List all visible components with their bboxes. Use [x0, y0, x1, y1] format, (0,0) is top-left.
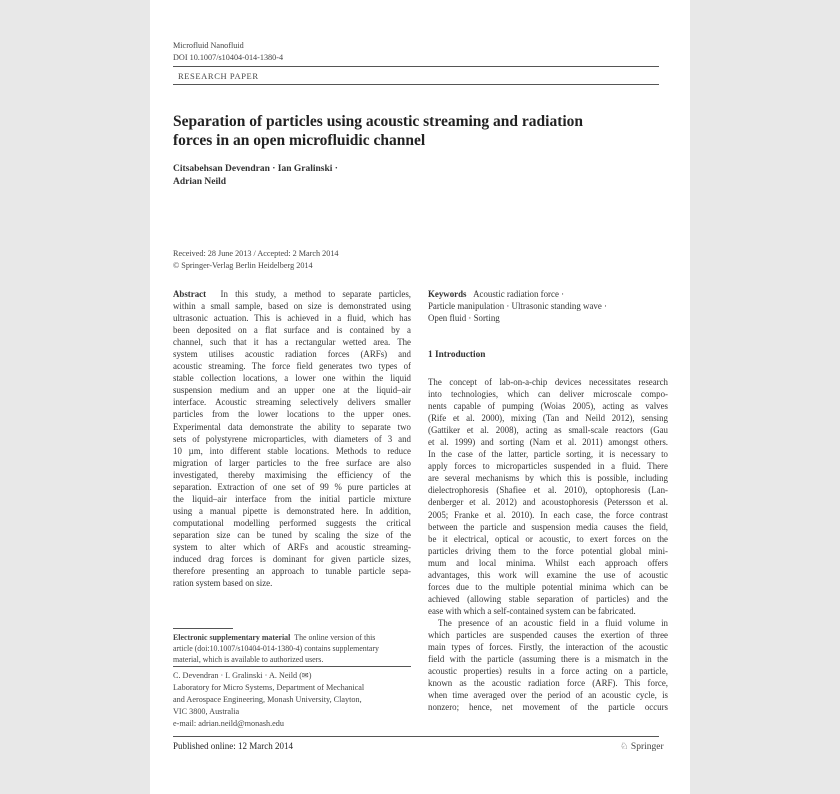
text-line: interface. Acoustic streaming selectively delivers smaller — [173, 397, 411, 408]
text-line: channel, such that it has a rectangular wetted area. The — [173, 337, 411, 348]
affil-email: e-mail: adrian.neild@monash.edu — [173, 718, 284, 728]
footer-rule — [173, 736, 659, 737]
abstract-label: Abstract — [173, 289, 207, 299]
text-line: system to alter which of ARFs and acoustic streaming- — [173, 541, 411, 552]
keywords-label: Keywords — [428, 289, 467, 299]
intro-paragraph-1 — [428, 376, 668, 617]
text-line: In the case of the latter, particle sorting, it is necessary to — [428, 449, 668, 460]
abstract — [173, 288, 411, 589]
text-line: migration of larger particles to the free surface are also — [173, 457, 411, 468]
text-line: particles from the lower locations to the upper ones. — [173, 409, 411, 420]
text-line: apply forces to microparticles suspended in a fluid. There — [428, 461, 668, 472]
esm-line: material, which is available to authorized users. — [173, 654, 324, 664]
text-line: advantages, this work will examine the use of acoustic — [428, 569, 668, 580]
text-line: between the particle and suspension media causes the field, — [428, 521, 668, 532]
text-line: into technologies, which can deliver microscale compo- — [428, 389, 668, 400]
copyright: © Springer-Verlag Berlin Heidelberg 2014 — [173, 260, 313, 270]
received-dates: Received: 28 June 2013 / Accepted: 2 March 2014 — [173, 249, 339, 258]
affil-line: VIC 3800, Australia — [173, 706, 240, 716]
text-line: been deposited on a flat surface and is contained by a — [173, 325, 411, 336]
text-line: achieved (allowing stable separation of particles) and the — [428, 593, 668, 604]
authors-line: Citsabehsan Devendran · Ian Gralinski · — [173, 164, 338, 174]
text-line: separation. Extraction of one set of 99 % pure particles at — [173, 481, 411, 492]
text-line: nents capable of pumping (Woias 2005), acting as valves — [428, 401, 668, 412]
text-line: be it electrical, optical or acoustic, to exert forces on the — [428, 533, 668, 544]
text-line: suspension medium and an upper one at the liquid–air — [173, 385, 411, 396]
text-line: separation size can be tuned by scaling the size of the — [173, 529, 411, 540]
section-label: RESEARCH PAPER — [178, 71, 259, 81]
keywords-line: Open fluid · Sorting — [428, 313, 500, 324]
authors — [173, 163, 473, 189]
text-line: acoustic streaming. The force field generates two types of — [173, 361, 411, 372]
header-rule-bottom — [173, 84, 659, 85]
text-line: using a manual pipette is demonstrated here. In addition, — [173, 505, 411, 516]
intro-heading: 1 Introduction — [428, 350, 486, 360]
text-line: (Rife et al. 2000), mixing (Tan and Neild 2012), sensing — [428, 413, 668, 424]
text-line: Experimental data demonstrate the ability to separate two — [173, 421, 411, 432]
received-info — [173, 248, 473, 272]
journal-name: Microfluid Nanofluid — [173, 41, 244, 50]
esm-first-line: The online version of this — [294, 633, 376, 642]
text-line: within a small sample, based on size is demonstrated using — [173, 301, 411, 312]
text-line: forces due to the multiple potential minima which can be — [428, 581, 668, 592]
esm-line: article (doi:10.1007/s10404-014-1380-4) contains supplementary — [173, 643, 379, 653]
esm-note — [173, 633, 411, 666]
springer-logo — [620, 741, 664, 752]
text-line: main types of forces. Firstly, the interaction of the acoustic — [428, 642, 668, 653]
published-online: Published online: 12 March 2014 — [173, 741, 293, 751]
keywords-first: Acoustic radiation force · — [473, 289, 565, 299]
text-line: nonzero; hence, net movement of the particle occurs — [428, 702, 668, 713]
text-line: dielectrophoresis (Shafiee et al. 2010), optophoresis (Lan- — [428, 485, 668, 496]
text-line: field with the particle (assuming there is a mismatch in the — [428, 654, 668, 665]
text-line: mum and local minima. Whilst each approach offers — [428, 557, 668, 568]
abstract-first-line: In this study, a method to separate particles, — [220, 289, 411, 299]
esm-rule — [173, 628, 233, 629]
text-line: investigated, thereby maximising the efficiency of the — [173, 469, 411, 480]
affil-line: C. Devendran · I. Gralinski · A. Neild (✉) — [173, 671, 312, 680]
keywords-line: Particle manipulation · Ultrasonic standing wave · — [428, 301, 607, 312]
paper-title — [173, 112, 643, 150]
text-line: when time averaged over the period of an acoustic cycle, is — [428, 690, 668, 701]
abstract-body — [173, 300, 411, 589]
text-line: (Gattiker et al. 2008), acting as small-scale reactors (Gau — [428, 425, 668, 436]
text-line: et al. 1999) and sorting (Nam et al. 2011) amongst others. — [428, 437, 668, 448]
text-line: particles driving them to the force potential global mini- — [428, 545, 668, 556]
text-line: system utilises acoustic radiation forces (ARFs) and — [173, 349, 411, 360]
text-line: the liquid–air interface from the initial particle mixture — [173, 493, 411, 504]
text-line: The presence of an acoustic field in a fluid volume in — [438, 617, 668, 628]
text-line: sets of polystyrene microparticles, with diameters of 3 and — [173, 433, 411, 444]
intro-paragraph-2 — [428, 617, 668, 713]
journal-header — [173, 40, 283, 64]
text-line: ultrasonic actuation. This is achieved in a fluid, which has — [173, 313, 411, 324]
text-line: denberger et al. 2012) and acoustophoresis (Petersson et al. — [428, 497, 668, 508]
journal-doi: DOI 10.1007/s10404-014-1380-4 — [173, 52, 284, 62]
affil-line: and Aerospace Engineering, Monash University, Clayton, — [173, 694, 362, 704]
text-line: which particles are suspended causes the exertion of three — [428, 629, 668, 640]
keywords — [428, 288, 668, 324]
springer-horse-icon: ♘ — [620, 742, 629, 752]
paper-page — [150, 0, 690, 794]
publisher-name: Springer — [630, 742, 664, 752]
text-line: The concept of lab-on-a-chip devices necessitates research — [428, 377, 668, 387]
text-line: induced drag forces is dominant for given particle sizes, — [173, 554, 411, 565]
text-line: ease with which a self-contained system can be fabricated. — [428, 605, 636, 616]
header-rule-top — [173, 66, 659, 67]
affiliation — [173, 670, 411, 730]
text-line: are several mechanisms by which this is possible, including — [428, 473, 668, 484]
text-line: therefore presenting an approach to tunable particle sepa- — [173, 566, 411, 577]
authors-line: Adrian Neild — [173, 177, 227, 187]
text-line: 2005; Franke et al. 2010). In each case, the force contrast — [428, 509, 668, 520]
text-line: stable collection locations, a lower one within the liquid — [173, 373, 411, 384]
text-line: ration system based on size. — [173, 578, 273, 589]
introduction-body — [428, 376, 668, 713]
esm-label: Electronic supplementary material — [173, 633, 291, 642]
text-line: acoustic properties) results in a force acting on a particle, — [428, 666, 668, 677]
title-line: Separation of particles using acoustic streaming and radiation — [173, 113, 584, 130]
affiliation-rule — [173, 666, 411, 667]
text-line: 10 µm, into different stable locations. Methods to reduce — [173, 445, 411, 456]
text-line: known as the acoustic radiation force (ARF). This force, — [428, 678, 668, 689]
affil-line: Laboratory for Micro Systems, Department of Mechanical — [173, 682, 365, 692]
title-line: forces in an open microfluidic channel — [173, 132, 426, 149]
text-line: computational modelling performed suggests the critical — [173, 517, 411, 528]
